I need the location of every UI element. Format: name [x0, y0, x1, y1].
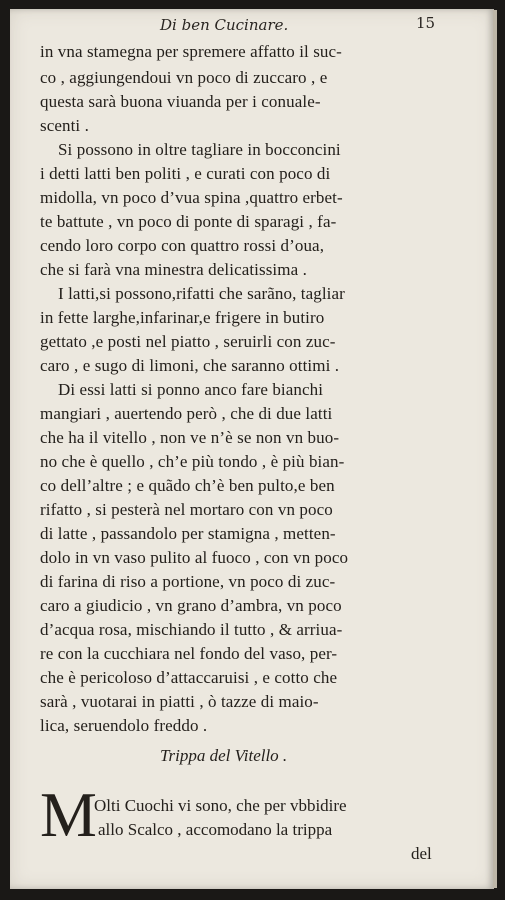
text-line: che è pericoloso d’attaccaruisi , e cotto che [40, 668, 338, 687]
text-line: allo Scalco , accomodano la trippa [98, 820, 333, 839]
text-line: Di essi latti si ponno anco fare bianchi [58, 380, 324, 399]
text-line: d’acqua rosa, mischiando il tutto , & arriua- [40, 620, 343, 639]
running-title: Di ben Cucinare. [160, 16, 289, 34]
text-line: che si farà vna minestra delicatissima . [40, 260, 307, 279]
text-line: gettato ,e posti nel piatto , seruirli con zuc- [40, 332, 336, 351]
text-line: co , aggiungendoui vn poco di zuccaro , e [40, 68, 328, 87]
text-line: midolla, vn poco d’vua spina ,quattro erbet- [40, 188, 343, 207]
text-line: caro , e sugo di limoni, che saranno ottimi . [40, 356, 340, 375]
text-line: co dell’altre ; e quãdo ch’è ben pulto,e ben [40, 476, 335, 495]
text-line: rifatto , si pesterà nel mortaro con vn poco [40, 500, 333, 519]
text-line: lica, seruendolo freddo . [40, 716, 208, 735]
text-line: dolo in vn vaso pulito al fuoco , con vn poco [40, 548, 349, 567]
text-line: Olti Cuochi vi sono, che per vbbidire [94, 796, 347, 815]
text-line: re con la cucchiara nel fondo del vaso, per- [40, 644, 338, 663]
text-line: che ha il vitello , non ve n’è se non vn buo- [40, 428, 340, 447]
section-title: Trippa del Vitello . [160, 746, 288, 765]
text-line: in vna stamegna per spremere affatto il suc- [40, 42, 342, 61]
text-line: in fette larghe,infarinar,e frigere in butiro [40, 308, 325, 327]
text-line: di latte , passandolo per stamigna , metten- [40, 524, 336, 543]
catchword: del [411, 844, 432, 863]
text-line: sarà , vuotarai in piatti , ò tazze di maio- [40, 692, 319, 711]
text-line: cendo loro corpo con quattro rossi d’oua, [40, 236, 325, 255]
page-number: 15 [416, 14, 436, 32]
text-line: mangiari , auertendo però , che di due latti [40, 404, 333, 423]
running-header [160, 16, 460, 40]
text-line: I latti,si possono,rifatti che sarãno, tagliar [58, 284, 345, 303]
drop-cap: M [40, 779, 97, 850]
text-line: no che è quello , ch’e più tondo , è più bian- [40, 452, 345, 471]
text-line: te battute , vn poco di ponte di sparagi , fa- [40, 212, 337, 231]
text-line: di farina di riso a portione, vn poco di zuc- [40, 572, 336, 591]
text-line: scenti . [40, 116, 89, 135]
text-line: i detti latti ben politi , e curati con poco di [40, 164, 331, 183]
text-line: caro a giudicio , vn grano d’ambra, vn poco [40, 596, 342, 615]
page-edge [493, 10, 497, 888]
text-line: Si possono in oltre tagliare in bocconcini [58, 140, 341, 159]
text-line: questa sarà buona viuanda per i conuale- [40, 92, 321, 111]
